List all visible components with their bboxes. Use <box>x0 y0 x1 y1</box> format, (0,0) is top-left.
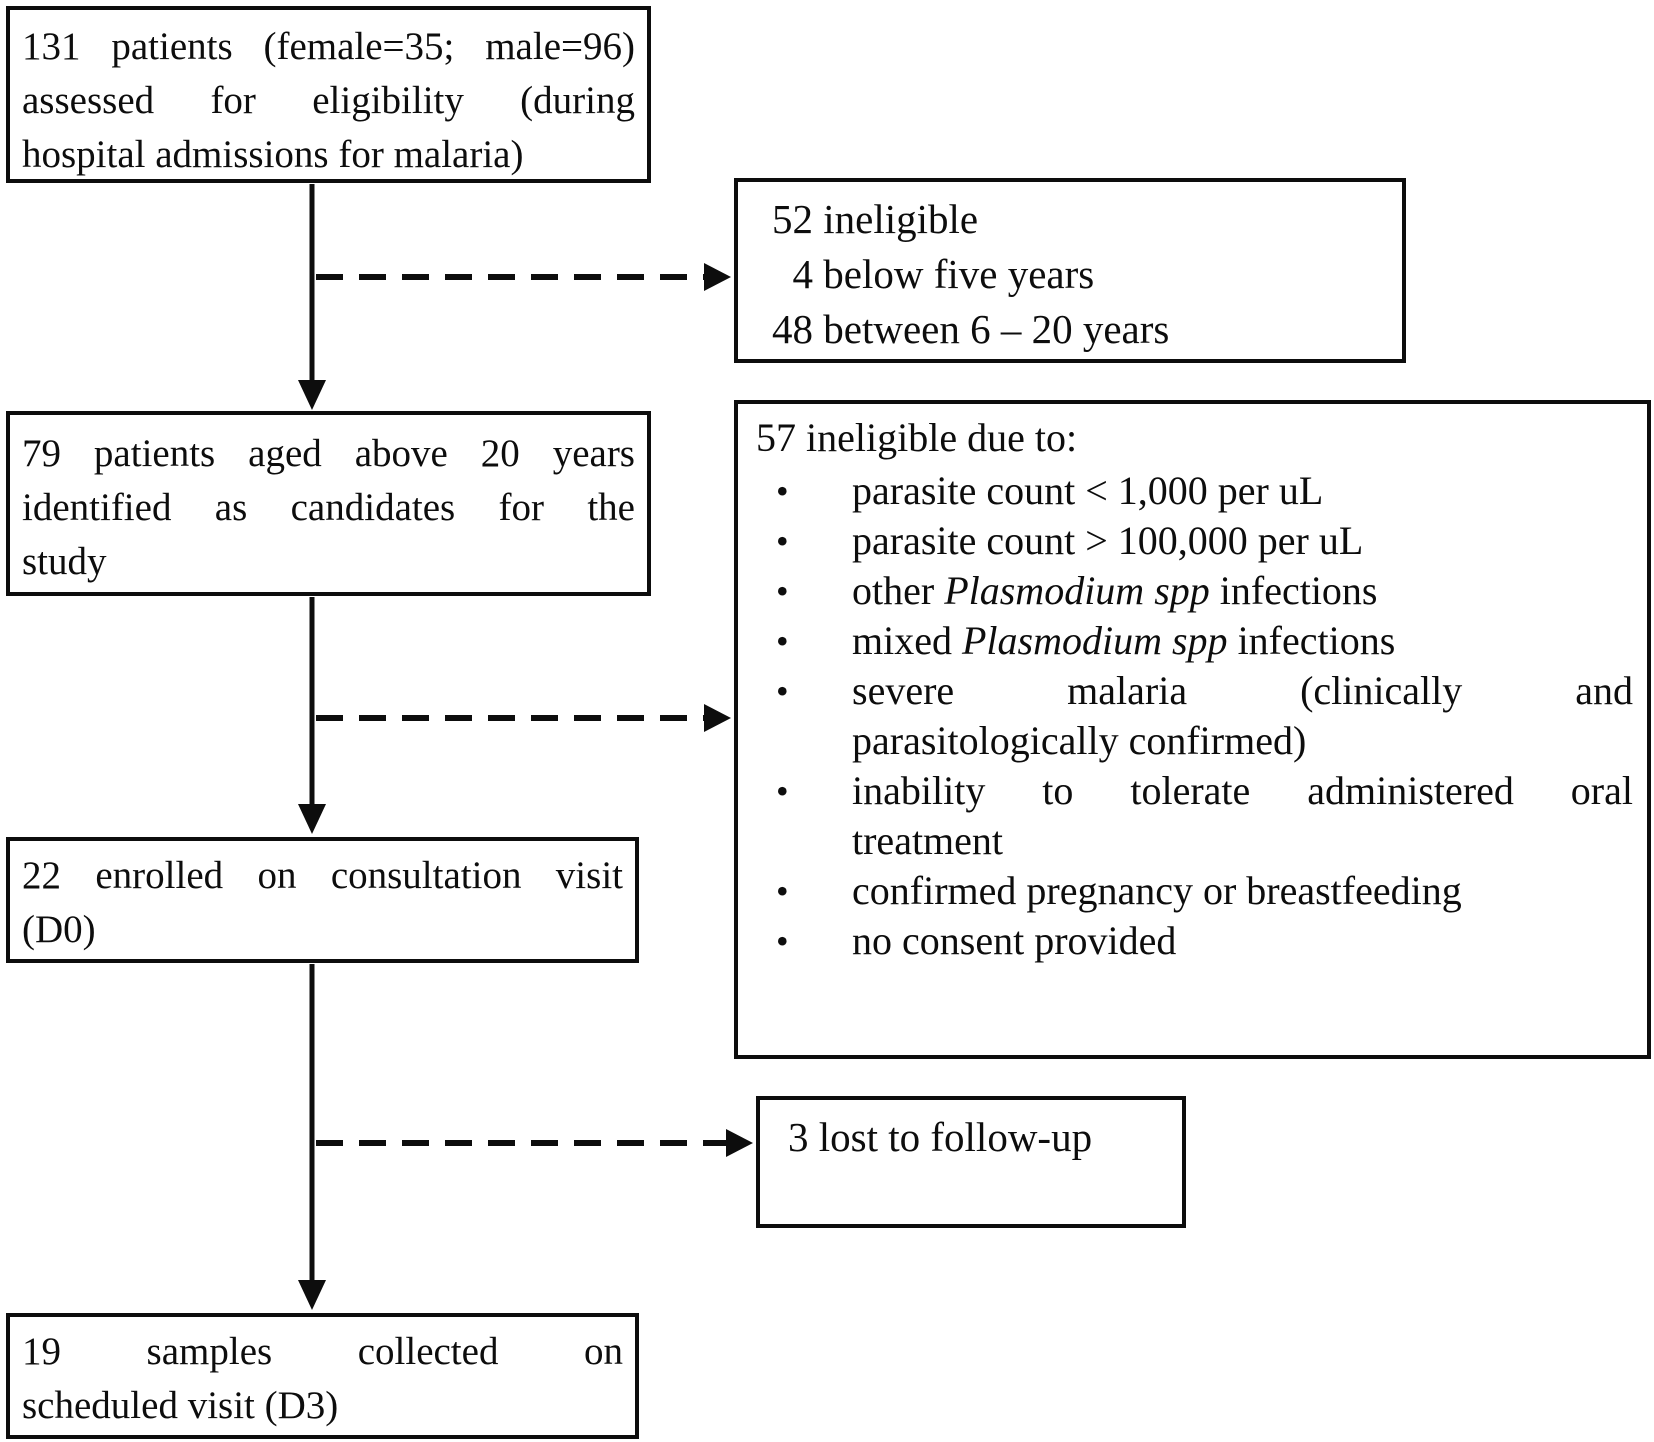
dashed-arrow-to-lost <box>316 1129 753 1157</box>
bullet-item <box>756 516 1633 566</box>
box-lost-to-follow-up <box>756 1096 1186 1228</box>
bullet-item <box>756 916 1633 966</box>
text-line: treatment <box>852 818 1004 863</box>
bullet-marker: • <box>776 671 789 711</box>
bullet-marker: • <box>776 771 789 811</box>
text-line: study <box>22 540 107 583</box>
bullet-item <box>756 566 1633 616</box>
bullet-text <box>852 916 1633 966</box>
text-line: inability to tolerate administered oral <box>852 768 1633 813</box>
bullet-item <box>756 866 1633 916</box>
text-line: parasite count > 100,000 per uL <box>852 518 1364 563</box>
bullet-marker: • <box>776 871 789 911</box>
bullet-text <box>852 866 1633 916</box>
box-assessed-eligibility <box>6 6 651 183</box>
text-line: 22 enrolled on consultation visit <box>22 854 623 897</box>
dashed-arrow-to-ineligible-criteria <box>316 704 731 732</box>
box-enrolled-d0 <box>6 837 639 963</box>
text-line: scheduled visit (D3) <box>22 1384 339 1427</box>
bullet-item <box>756 616 1633 666</box>
dashed-arrow-to-ineligible-age <box>316 263 731 291</box>
text-line: no consent provided <box>852 918 1177 963</box>
box-candidates <box>6 411 651 596</box>
bullet-text <box>852 666 1633 766</box>
bullet-text <box>852 766 1633 866</box>
bullet-text <box>852 466 1633 516</box>
ineligible-criteria-bullet-list <box>756 466 1633 966</box>
text-line: identified as candidates for the <box>22 486 635 529</box>
bullet-text <box>852 616 1633 666</box>
text-line: parasitologically confirmed) <box>852 718 1307 763</box>
text-line: 19 samples collected on <box>22 1330 623 1373</box>
text-line: 3 lost to follow-up <box>788 1114 1093 1160</box>
arrow-enrolled-to-samples <box>298 964 326 1310</box>
bullet-item <box>756 666 1633 766</box>
arrow-candidates-to-enrolled <box>298 597 326 834</box>
bullet-item <box>756 466 1633 516</box>
bullet-text <box>852 516 1633 566</box>
text-line: confirmed pregnancy or breastfeeding <box>852 868 1462 913</box>
bullet-marker: • <box>776 921 789 961</box>
bullet-marker: • <box>776 571 789 611</box>
arrow-assessed-to-candidates <box>298 184 326 410</box>
bullet-item <box>756 766 1633 866</box>
text-line: 4 below five years <box>772 251 1095 297</box>
text-line: severe malaria (clinically and <box>852 668 1633 713</box>
text-line: assessed for eligibility (during <box>22 79 635 122</box>
text-line: 52 ineligible <box>772 196 979 242</box>
box-ineligible-criteria <box>734 400 1651 1059</box>
text-line: parasite count < 1,000 per uL <box>852 468 1324 513</box>
text-line: 131 patients (female=35; male=96) <box>22 25 635 68</box>
box-ineligible-by-age <box>734 178 1406 363</box>
ineligible-criteria-title: 57 ineligible due to: <box>756 415 1078 460</box>
bullet-marker: • <box>776 621 789 661</box>
text-line: 48 between 6 – 20 years <box>772 306 1170 352</box>
text-line: mixed Plasmodium spp infections <box>852 618 1396 663</box>
text-line: (D0) <box>22 908 96 951</box>
text-line: 79 patients aged above 20 years <box>22 432 635 475</box>
box-samples-d3 <box>6 1313 639 1439</box>
bullet-marker: • <box>776 521 789 561</box>
bullet-marker: • <box>776 471 789 511</box>
text-line: hospital admissions for malaria) <box>22 133 524 176</box>
text-line: other Plasmodium spp infections <box>852 568 1378 613</box>
bullet-text <box>852 566 1633 616</box>
